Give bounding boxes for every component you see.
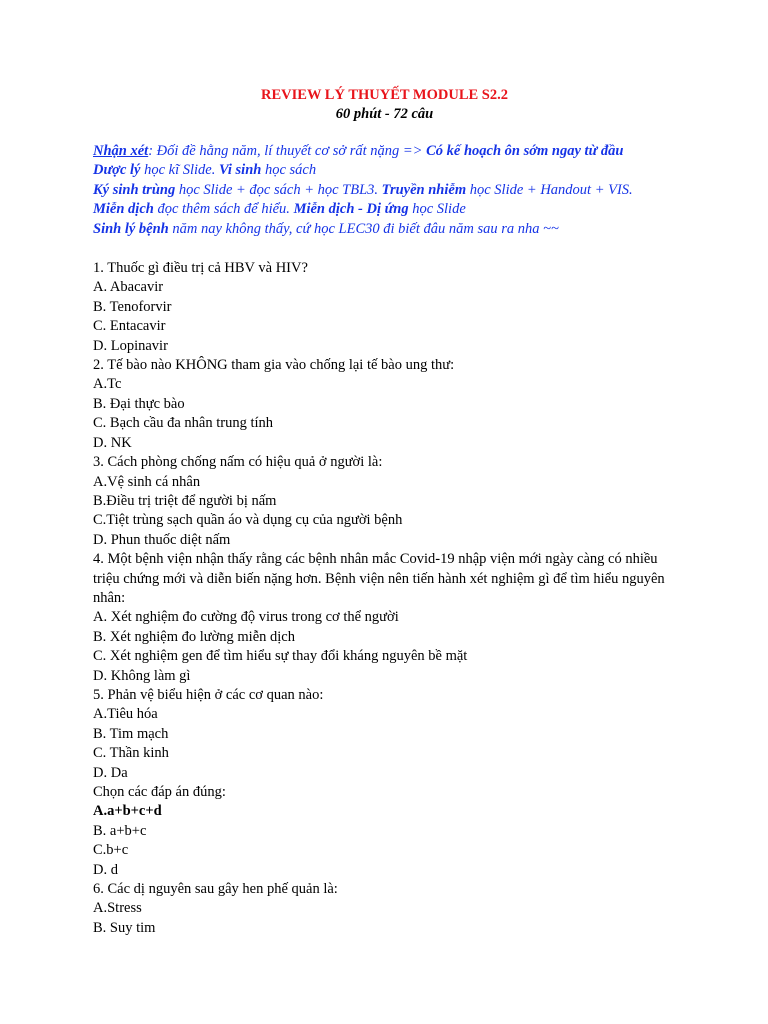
question-text: 2. Tế bào nào KHÔNG tham gia vào chống lại tế bào ung thư: <box>93 357 455 374</box>
answer-option: D. NK <box>93 434 132 451</box>
answer-option: D. d <box>93 861 118 878</box>
note-text: năm nay không thấy, cứ học LEC30 đi biết đâu năm sau ra nha ~~ <box>168 220 559 237</box>
answer-option: D. Không làm gì <box>93 667 191 684</box>
answer-option: A.Vệ sinh cá nhân <box>93 473 201 490</box>
answer-option: A.Tiêu hóa <box>93 706 158 723</box>
note-text: Dược lý <box>93 162 141 179</box>
note-text: Nhận xét <box>93 143 149 159</box>
answer-option: C. Entacavir <box>93 318 166 335</box>
answer-option: A.Stress <box>93 900 142 917</box>
note-text: Vi sinh <box>219 162 262 179</box>
answer-option: A. Abacavir <box>93 279 164 296</box>
answer-option: C. Xét nghiệm gen để tìm hiểu sự thay đổi kháng nguyên bề mặt <box>93 648 468 665</box>
answer-option: A.Tc <box>93 376 122 393</box>
answer-option: D. Da <box>93 764 128 781</box>
review-notes <box>93 142 676 239</box>
note-text: học Slide <box>408 201 466 218</box>
note-line <box>93 200 676 219</box>
question-text: 5. Phản vệ biểu hiện ở các cơ quan nào: <box>93 686 324 703</box>
note-line <box>93 142 676 161</box>
note-text: : Đối đề hằng năm, lí thuyết cơ sở rất nặng => <box>148 143 427 159</box>
answer-option: B.Điều trị triệt để người bị nấm <box>93 492 277 509</box>
note-text: Sinh lý bệnh <box>93 220 169 237</box>
note-text: Miễn dịch - Dị ứng <box>293 201 409 218</box>
answer-option: D. Phun thuốc diệt nấm <box>93 531 231 548</box>
note-text: Truyền nhiễm <box>381 181 467 198</box>
answer-option: C.b+c <box>93 842 129 859</box>
answer-option: B. a+b+c <box>93 822 147 839</box>
document-subtitle: 60 phút - 72 câu <box>335 106 434 122</box>
question-text: 1. Thuốc gì điều trị cả HBV và HIV? <box>93 260 308 277</box>
question-list <box>93 259 676 938</box>
note-text: học Slide + Handout + VIS. <box>466 181 633 198</box>
note-text: Miễn dịch <box>93 201 154 218</box>
answer-option: B. Tim mạch <box>93 725 169 742</box>
note-text: học sách <box>261 162 317 179</box>
answer-option: B. Xét nghiệm đo lường miễn dịch <box>93 628 295 645</box>
answer-option: B. Đại thực bào <box>93 395 185 412</box>
answer-option: A. Xét nghiệm đo cường độ virus trong cơ thể người <box>93 609 399 626</box>
answer-option: D. Lopinavir <box>93 337 168 354</box>
correct-answer-option: A.a+b+c+d <box>93 803 162 820</box>
note-text: Ký sinh trùng <box>93 181 176 198</box>
answer-option: B. Tenoforvir <box>93 298 172 315</box>
note-line <box>93 181 676 200</box>
sub-prompt: Chọn các đáp án đúng: <box>93 784 226 800</box>
question-text: 6. Các dị nguyên sau gây hen phế quản là: <box>93 881 338 898</box>
note-text: học Slide + đọc sách + học TBL3. <box>175 181 382 198</box>
document-title: REVIEW LÝ THUYẾT MODULE S2.2 <box>261 87 508 103</box>
answer-option: C.Tiệt trùng sạch quần áo và dụng cụ của người bệnh <box>93 512 403 529</box>
answer-option: C. Bạch cầu đa nhân trung tính <box>93 415 273 432</box>
answer-option: C. Thần kinh <box>93 745 169 762</box>
note-text: học kĩ Slide. <box>140 162 219 179</box>
note-line <box>93 161 676 180</box>
question-text: 4. Một bệnh viện nhận thấy rằng các bệnh nhân mắc Covid-19 nhập viện mới ngày càng có nhiều triệu chứng mới và diễn biến nặng hơn. Bệnh viện nên tiến hành xét nghiệm gì để tìm hiểu nguyên nhân: <box>93 551 665 606</box>
note-text: đọc thêm sách để hiểu. <box>153 201 294 218</box>
question-text: 3. Cách phòng chống nấm có hiệu quả ở người là: <box>93 454 383 471</box>
answer-option: B. Suy tim <box>93 919 156 936</box>
note-line <box>93 220 676 239</box>
note-text: Có kế hoạch ôn sớm ngay từ đầu <box>426 143 624 159</box>
